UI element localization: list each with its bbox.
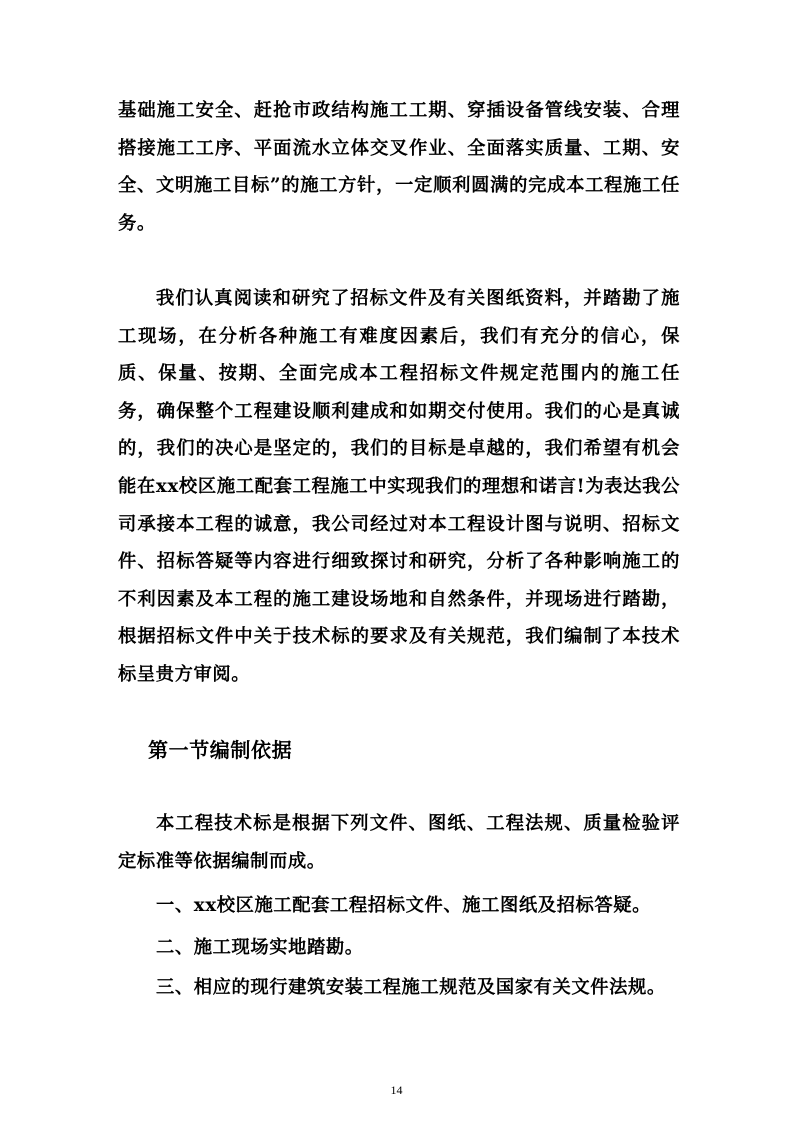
paragraph-continuation: 基础施工安全、赶抢市政结构施工工期、穿插设备管线安装、合理搭接施工工序、平面流水立体交叉作业、全面落实质量、工期、安全、文明施工目标”的施工方针，一定顺利圆满的完成本工程施工任务。	[118, 100, 680, 234]
section-heading: 第一节编制依据	[148, 738, 293, 762]
page-number: 14	[390, 1083, 403, 1097]
list-item: 三、相应的现行建筑安装工程施工规范及国家有关文件法规。	[156, 977, 666, 998]
paragraph-intro: 我们认真阅读和研究了招标文件及有关图纸资料，并踏勘了施工现场，在分析各种施工有难度因素后，我们有充分的信心，保质、保量、按期、全面完成本工程招标文件规定范围内的施工任务，确保整个工程建设顺利建成和如期交付使用。我们的心是真诚的，我们的决心是坚定的，我们的目标是卓越的，我们希望有机会能在xx校区施工配套工程施工中实现我们的理想和诺言!为表达我公司承接本工程的诚意，我公司经过对本工程设计图与说明、招标文件、招标答疑等内容进行细致探讨和研究，分析了各种影响施工的不利因素及本工程的施工建设场地和自然条件，并现场进行踏勘，根据招标文件中关于技术标的要求及有关规范，我们编制了本技术标呈贵方审阅。	[118, 288, 680, 685]
list-item: 一、xx校区施工配套工程招标文件、施工图纸及招标答疑。	[156, 895, 652, 916]
paragraph-basis: 本工程技术标是根据下列文件、图纸、工程法规、质量检验评定标准等依据编制而成。	[118, 813, 680, 872]
list-item: 二、施工现场实地踏勘。	[156, 937, 364, 958]
